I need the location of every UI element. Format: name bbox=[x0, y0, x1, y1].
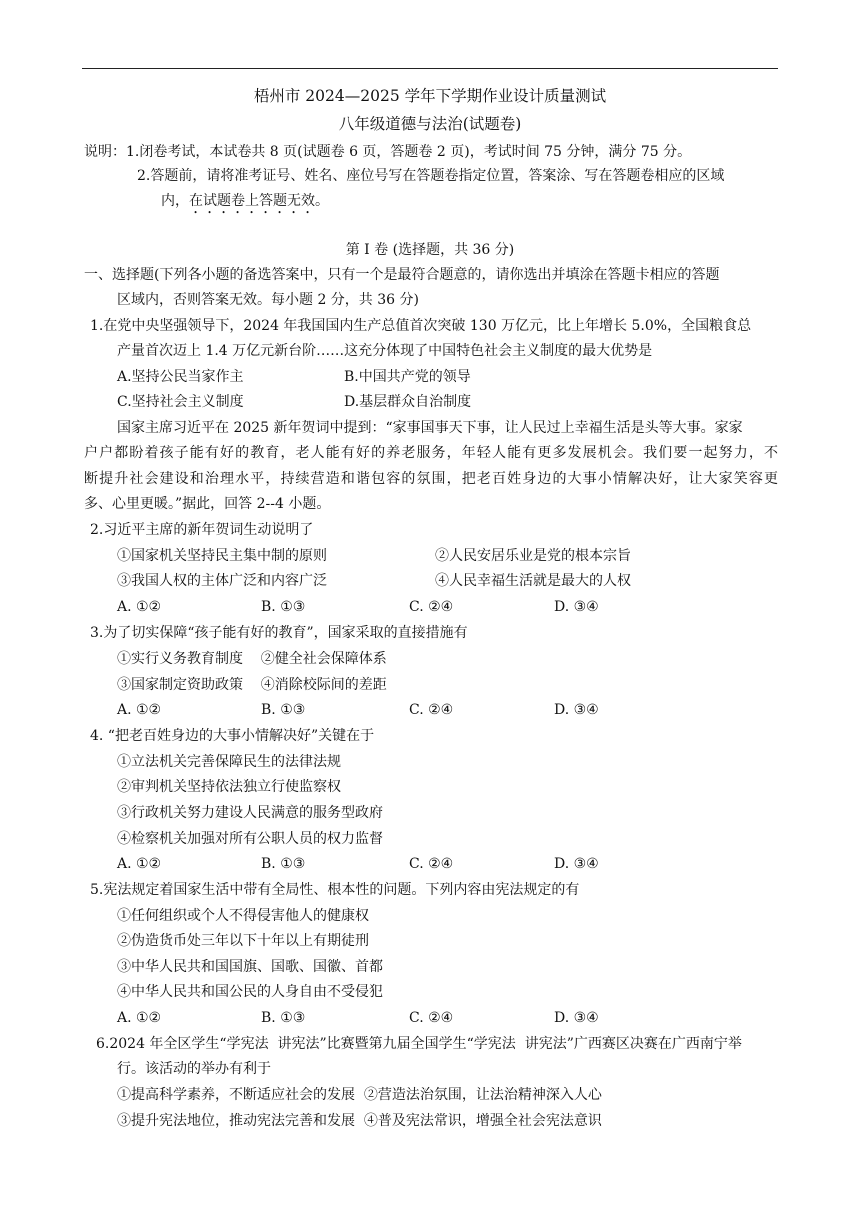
q3-options bbox=[117, 700, 757, 720]
material-line-3: 断提升社会建设和治理水平，持续营造和谐包容的氛围，把老百姓身边的大事小情解决好，让大家笑容更 bbox=[84, 471, 778, 487]
q5-option-a: A. ①② bbox=[117, 1010, 162, 1026]
q4-statement-2: ②审判机关坚持依法独立行使监察权 bbox=[117, 779, 341, 795]
q1-option-a: A.坚持公民当家作主 bbox=[117, 369, 244, 385]
note-2: 2.答题前，请将准考证号、姓名、座位号写在答题卷指定位置，答案涂、写在答题卷相应的区域 bbox=[137, 168, 725, 184]
q1-option-d: D.基层群众自治制度 bbox=[344, 394, 472, 410]
q2-option-c: C. ②④ bbox=[409, 599, 454, 615]
q2-statement-4: ④人民幸福生活就是最大的人权 bbox=[435, 573, 631, 589]
q5-stem: 5.宪法规定着国家生活中带有全局性、根本性的问题。下列内容由宪法规定的有 bbox=[90, 882, 580, 898]
q6-statements-3-4: ③提升宪法地位，推动宪法完善和发展 ④普及宪法常识，增强全社会宪法意识 bbox=[117, 1113, 602, 1129]
q5-statement-4: ④中华人民共和国公民的人身自由不受侵犯 bbox=[117, 984, 383, 1000]
q4-option-c: C. ②④ bbox=[409, 856, 454, 872]
q6-stem-2: 行。该活动的举办有利于 bbox=[117, 1061, 271, 1077]
q2-option-b: B. ①③ bbox=[261, 599, 306, 615]
exam-title: 梧州市 2024—2025 学年下学期作业设计质量测试 bbox=[253, 87, 607, 105]
q4-statement-4: ④检察机关加强对所有公职人员的权力监督 bbox=[117, 831, 383, 847]
q4-option-a: A. ①② bbox=[117, 856, 162, 872]
q5-statement-2: ②伪造货币处三年以下十年以上有期徒刑 bbox=[117, 933, 369, 949]
material-line-2: 户户都盼着孩子能有好的教育，老人能有好的养老服务，年轻人能有更多发展机会。我们要一起努力，不 bbox=[84, 445, 778, 461]
q2-option-a: A. ①② bbox=[117, 599, 162, 615]
q1-stem-1: 1.在党中央坚强领导下，2024 年我国国内生产总值首次突破 130 万亿元，比上年增长 5.0%，全国粮食总 bbox=[90, 318, 752, 334]
q2-statement-2: ②人民安居乐业是党的根本宗旨 bbox=[435, 548, 631, 564]
q5-option-c: C. ②④ bbox=[409, 1010, 454, 1026]
q3-option-c: C. ②④ bbox=[409, 702, 454, 718]
material-line-1: 国家主席习近平在 2025 新年贺词中提到：“家事国事天下事，让人民过上幸福生活是头等大事。家家 bbox=[117, 420, 743, 436]
q1-options-row-2 bbox=[117, 392, 757, 412]
q5-statement-3: ③中华人民共和国国旗、国歌、国徽、首都 bbox=[117, 959, 383, 975]
q1-options-row-1 bbox=[117, 367, 757, 387]
q1-option-c: C.坚持社会主义制度 bbox=[117, 394, 244, 410]
q3-option-d: D. ③④ bbox=[554, 702, 599, 718]
q3-statements-3-4: ③国家制定资助政策 ④消除校际间的差距 bbox=[117, 677, 387, 693]
q2-statement-3: ③我国人权的主体广泛和内容广泛 bbox=[117, 573, 327, 589]
q2-statements-row-2 bbox=[117, 571, 757, 591]
q2-statement-1: ①国家机关坚持民主集中制的原则 bbox=[117, 548, 327, 564]
q4-option-b: B. ①③ bbox=[261, 856, 306, 872]
q2-options bbox=[117, 597, 757, 617]
section-intro-1: 一、选择题(下列各小题的备选答案中，只有一个是最符合题意的，请你选出并填涂在答题卡相应的答题 bbox=[84, 267, 720, 283]
note-1: 说明：1.闭卷考试，本试卷共 8 页(试题卷 6 页，答题卷 2 页)，考试时间 75 分钟，满分 75 分。 bbox=[84, 144, 692, 160]
q1-stem-2: 产量首次迈上 1.4 万亿元新台阶……这充分体现了中国特色社会主义制度的最大优势是 bbox=[117, 343, 653, 359]
q4-stem: 4. “把老百姓身边的大事小情解决好”关键在于 bbox=[90, 728, 375, 744]
q4-options bbox=[117, 854, 757, 874]
q3-stem: 3.为了切实保障“孩子能有好的教育”，国家采取的直接措施有 bbox=[90, 625, 468, 641]
q3-statements-1-2: ①实行义务教育制度 ②健全社会保障体系 bbox=[117, 651, 387, 667]
q6-statements-1-2: ①提高科学素养，不断适应社会的发展 ②营造法治氛围，让法治精神深入人心 bbox=[117, 1087, 602, 1103]
section-title: 第 I 卷 (选择题，共 36 分) bbox=[345, 242, 515, 258]
note-3-prefix: 内， bbox=[161, 193, 189, 209]
section-intro-2: 区域内，否则答案无效。每小题 2 分，共 36 分) bbox=[117, 292, 419, 308]
q6-stem-1: 6.2024 年全区学生“学宪法 讲宪法”比赛暨第九届全国学生“学宪法 讲宪法”广西赛区决赛在广西南宁举 bbox=[96, 1036, 742, 1052]
q2-statements-row-1 bbox=[117, 546, 757, 566]
q3-option-b: B. ①③ bbox=[261, 702, 306, 718]
note-3-suffix: 。 bbox=[315, 193, 329, 209]
q4-statement-3: ③行政机关努力建设人民满意的服务型政府 bbox=[117, 805, 383, 821]
q4-option-d: D. ③④ bbox=[554, 856, 599, 872]
note-3 bbox=[161, 191, 329, 217]
q5-option-d: D. ③④ bbox=[554, 1010, 599, 1026]
q1-option-b: B.中国共产党的领导 bbox=[344, 369, 471, 385]
q3-option-a: A. ①② bbox=[117, 702, 162, 718]
q5-option-b: B. ①③ bbox=[261, 1010, 306, 1026]
q2-option-d: D. ③④ bbox=[554, 599, 599, 615]
q4-statement-1: ①立法机关完善保障民生的法律法规 bbox=[117, 754, 341, 770]
material-line-4: 多、心里更暖。”据此，回答 2--4 小题。 bbox=[84, 496, 331, 512]
q2-stem: 2.习近平主席的新年贺词生动说明了 bbox=[90, 522, 314, 538]
header-rule bbox=[82, 68, 778, 69]
q5-statement-1: ①任何组织或个人不得侵害他人的健康权 bbox=[117, 908, 369, 924]
q5-options bbox=[117, 1008, 757, 1028]
note-3-emphasis: 在试题卷上答题无效 bbox=[189, 193, 315, 209]
exam-subtitle: 八年级道德与法治(试题卷) bbox=[338, 115, 522, 133]
